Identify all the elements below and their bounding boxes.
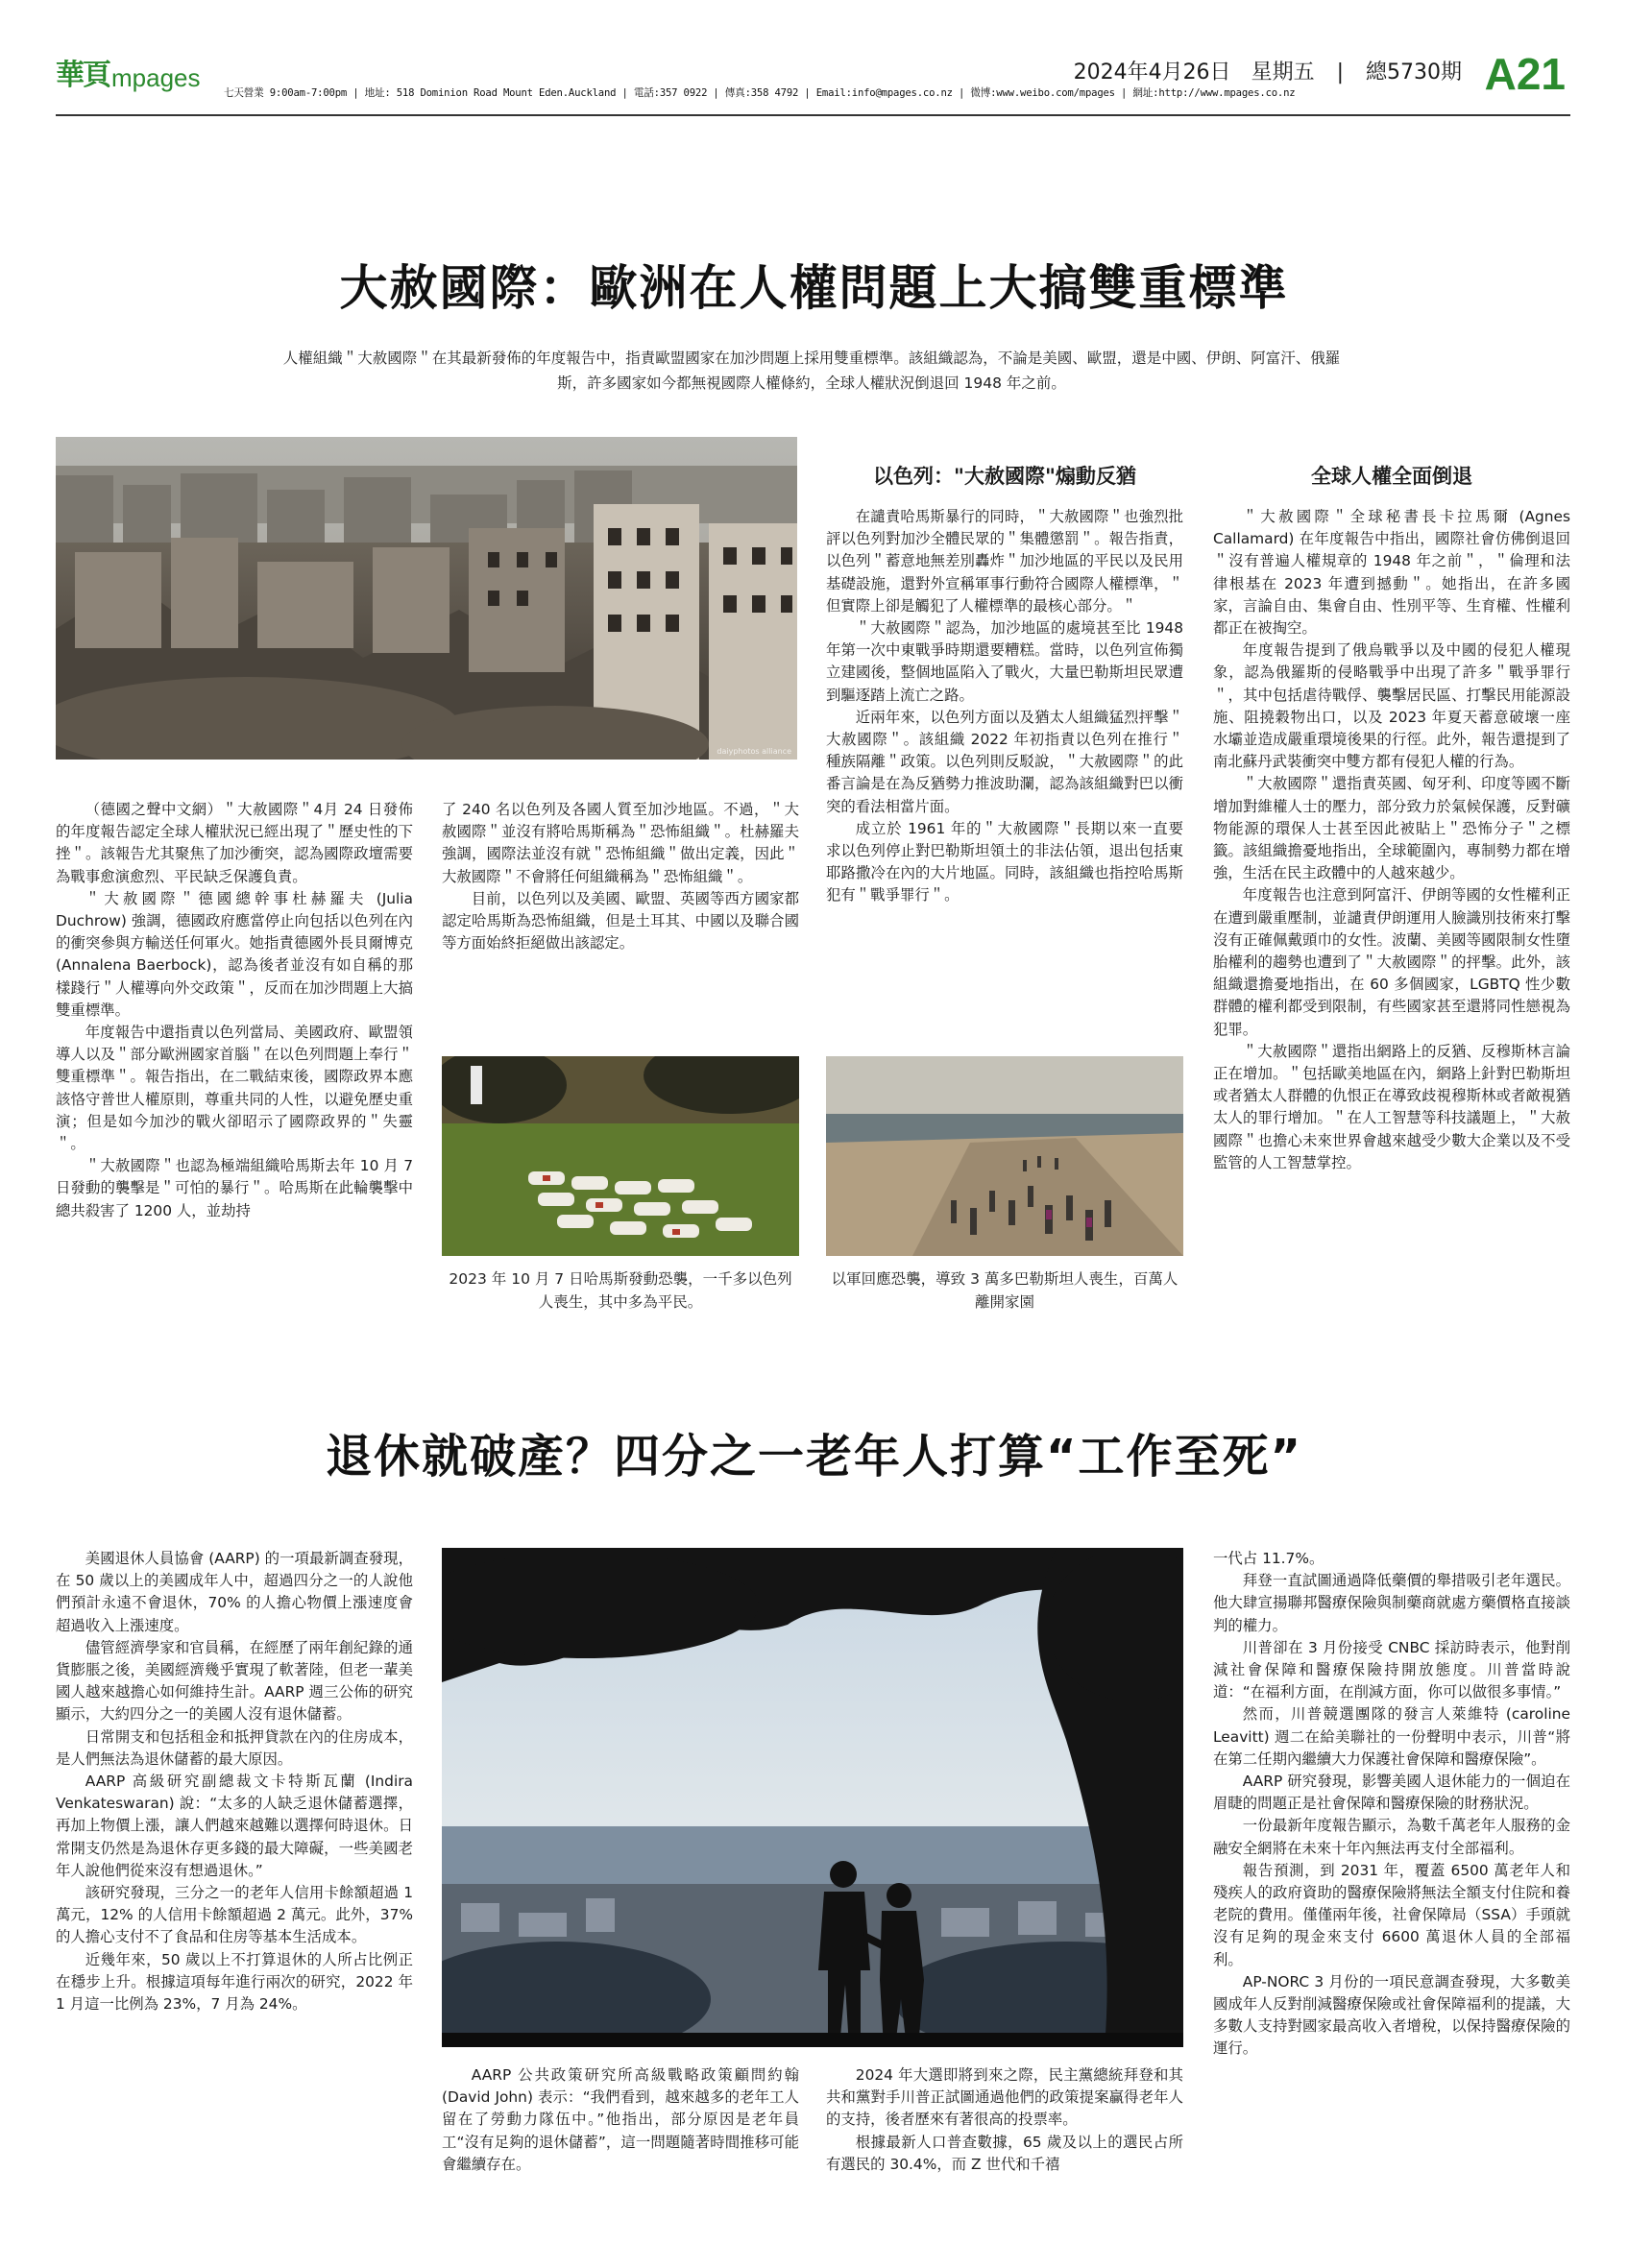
subhead-global: 全球人權全面倒退	[1311, 465, 1472, 488]
page-number: A21	[1484, 49, 1566, 99]
paragraph: 年度報告也注意到阿富汗、伊朗等國的女性權利正在遭到嚴重壓制，並譴責伊朗運用人臉識別技術來打擊沒有正確佩戴頭巾的女性。波蘭、美國等國限制女性墮胎權利的趨勢也遭到了＂大赦國際＂的抨擊。此外，該組織還擔憂地指出，在 60 多個國家，LGBTQ 性少數群體的權利都受到限制，有些國家甚至還將同性戀視為犯罪。	[1213, 886, 1570, 1038]
paragraph: ＂大赦國際＂德國總幹事杜赫羅夫 (Julia Duchrow) 強調，德國政府應當停止向包括以色列在內的衝突參與方輸送任何軍火。她指責德國外長貝爾博克 (Annalena Baerbock)，認為後者並沒有如自稱的那樣踐行＂人權導向外交政策＂，反而在加沙問題上大搞雙重標準。	[56, 889, 413, 1019]
paragraph: AP-NORC 3 月份的一項民意調查發現，大多數美國成年人反對削減醫療保險或社會保障福利的提議，大多數人支持對國家最高收入者增稅，以保持醫療保險的運行。	[1213, 1972, 1570, 2058]
paragraph: 年度報告中還指責以色列當局、美國政府、歐盟領導人以及＂部分歐洲國家首腦＂在以色列問題上奉行＂雙重標準＂。報告指出，在二戰結束後，國際政界本應該恪守普世人權原則，尊重共同的人性，以避免歷史重演；但是如今加沙的戰火卻昭示了國際政界的＂失靈＂。	[56, 1024, 413, 1153]
paragraph: 目前，以色列以及美國、歐盟、英國等西方國家都認定哈馬斯為恐怖組織，但是土耳其、中國以及聯合國等方面始終拒絕做出該認定。	[442, 889, 799, 953]
article2-column-3	[826, 2064, 1183, 2176]
article1-column-4	[1213, 506, 1570, 1174]
article2-column-4	[1213, 1548, 1570, 2061]
paragraph: 一代占 11.7%。	[1213, 1550, 1324, 1567]
paragraph: 報告預測，到 2031 年，覆蓋 6500 萬老年人和殘疾人的政府資助的醫療保險將無法全額支付住院和養老院的費用。僅僅兩年後，社會保障局（SSA）手頭就沒有足夠的現金來支付 6600 萬退休人員的全部福利。	[1213, 1861, 1570, 1968]
dateline-divider: |	[1336, 60, 1344, 84]
paragraph: AARP 高級研究副總裁文卡特斯瓦蘭 (Indira Venkateswaran) 說：“太多的人缺乏退休儲蓄選擇，再加上物價上漲，讓人們越來越難以選擇何時退休。日常開支仍然是為退休存更多錢的最大障礙，一些美國老年人說他們從來沒有想過退休。”	[56, 1773, 413, 1879]
paragraph: 該研究發現，三分之一的老年人信用卡餘額超過 1 萬元，12% 的人信用卡餘額超過 2 萬元。此外，37% 的人擔心支付不了食品和住房等基本生活成本。	[56, 1884, 413, 1946]
paragraph: 近幾年來，50 歲以上不打算退休的人所占比例正在穩步上升。根據這項每年進行兩次的研究，2022 年 1 月這一比例為 23%，7 月為 24%。	[56, 1950, 413, 2014]
issue-date: 2024年4月26日	[1073, 60, 1231, 84]
paragraph: 日常開支和包括租金和抵押貸款在內的住房成本，是人們無法為退休儲蓄的最大原因。	[56, 1727, 413, 1768]
article2-column-1	[56, 1548, 413, 2015]
paragraph: 近兩年來，以色列方面以及猶太人組織猛烈抨擊＂大赦國際＂。該組織 2022 年初指責以色列在推行＂種族隔離＂政策。以色列則反駁說，＂大赦國際＂的此番言論是在為反猶勢力推波助瀾，認為該組織對巴以衝突的看法相當片面。	[826, 708, 1183, 815]
article1-column-1	[56, 799, 413, 1222]
paragraph: 儘管經濟學家和官員稱，在經歷了兩年創紀錄的通貨膨脹之後，美國經濟幾乎實現了軟著陸，但老一輩美國人越來越擔心如何維持生計。AARP 週三公佈的研究顯示，大約四分之一的美國人沒有退休儲蓄。	[56, 1638, 413, 1724]
masthead-rule	[56, 114, 1570, 116]
article1-column-3	[826, 506, 1183, 907]
article2-column-2	[442, 2064, 799, 2176]
paragraph: 拜登一直試圖通過降低藥價的舉措吸引老年選民。他大肆宣揚聯邦醫療保險與制藥商就處方藥價格直接談判的權力。	[1213, 1572, 1570, 1634]
paragraph: 一份最新年度報告顯示，為數千萬老年人服務的金融安全網將在未來十年內無法再支付全部福利。	[1213, 1817, 1570, 1857]
paragraph: ＂大赦國際＂也認為極端組織哈馬斯去年 10 月 7 日發動的襲擊是＂可怕的暴行＂。哈馬斯在此輪襲擊中總共殺害了 1200 人，並劫持	[56, 1157, 413, 1219]
logo-chinese: 華頁	[56, 59, 109, 92]
photo-credit: daiyphotos alliance	[717, 747, 791, 756]
logo-english: mpages	[111, 63, 201, 92]
article2-title: 退休就破產？四分之一老年人打算“工作至死”	[325, 1430, 1303, 1484]
paragraph: 成立於 1961 年的＂大赦國際＂長期以來一直要求以色列停止對巴勒斯坦領土的非法佔領，退出包括東耶路撒冷在內的大片地區。同時，該組織也指控哈馬斯犯有＂戰爭罪行＂。	[826, 819, 1183, 905]
paragraph: 美國退休人員協會 (AARP) 的一項最新調查發現，在 50 歲以上的美國成年人中，超過四分之一的人說他們預計永遠不會退休，70% 的人擔心物價上漲速度會超過收入上漲速度。	[56, 1550, 413, 1634]
logo	[56, 60, 201, 92]
paragraph: ＂大赦國際＂認為，加沙地區的處境甚至比 1948 年第一次中東戰爭時期還要糟糕。當時，以色列宣佈獨立建國後，整個地區陷入了戰火，大量巴勒斯坦民眾遭到驅逐踏上流亡之路。	[826, 619, 1183, 704]
article1-title: 大赦國際：歐洲在人權問題上大搞雙重標準	[339, 260, 1289, 316]
caption-refugees: 以軍回應恐襲，導致 3 萬多巴勒斯坦人喪生，百萬人離開家園	[831, 1270, 1178, 1311]
refugees-road-photo	[826, 1056, 1183, 1256]
elderly-couple-photo	[442, 1548, 1183, 2047]
body-bags-photo	[442, 1056, 799, 1256]
paragraph: AARP 公共政策研究所高級戰略政策顧問約翰 (David John) 表示：“我們看到，越來越多的老年工人留在了勞動力隊伍中。”他指出，部分原因是老年員工“沒有足夠的退休儲蓄”，這一問題隨著時間推移可能會繼續存在。	[442, 2066, 799, 2173]
paragraph: ＂大赦國際＂還指出網路上的反猶、反穆斯林言論正在增加。＂包括歐美地區在內，網路上針對巴勒斯坦或者猶太人群體的仇恨正在導致歧視穆斯林或者敵視猶太人的罪行增加。＂在人工智慧等科技議題上，＂大赦國際＂也擔心未來世界會越來越受少數大企業以及不受監管的人工智慧掌控。	[1213, 1042, 1570, 1171]
paragraph: 然而，川普競選團隊的發言人萊維特 (caroline Leavitt) 週二在給美聯社的一份聲明中表示，川普“將在第二任期內繼續大力保護社會保障和醫療保險”。	[1213, 1705, 1570, 1768]
paragraph: ＂大赦國際＂全球秘書長卡拉馬爾 (Agnes Callamard) 在年度報告中指出，國際社會仿佛倒退回＂沒有普遍人權規章的 1948 年之前＂，＂倫理和法律根基在 2023 年遭到撼動＂。她指出，在許多國家，言論自由、集會自由、性別平等、生育權、性權利都正在被掏空。	[1213, 508, 1570, 638]
contact-info: 七天營業 9:00am-7:00pm | 地址: 518 Dominion Road Mount Eden.Auckland | 電話:357 0922 | 傳真:358 4792 | Email:info@mpages.co.nz | 微博:www.weibo.com/mpages | 網址:http://www.mpages.co.nz	[224, 87, 1296, 99]
paragraph: ＂大赦國際＂還指責英國、匈牙利、印度等國不斷增加對維權人士的壓力，部分致力於氣候保護，反對礦物能源的環保人士甚至因此被貼上＂恐怖分子＂之標籤。該組織擔憂地指出，全球範圍內，專制勢力都在增強，生活在民主政體中的人越來越少。	[1213, 775, 1570, 882]
issue-weekday: 星期五	[1251, 60, 1315, 84]
paragraph: 在譴責哈馬斯暴行的同時，＂大赦國際＂也強烈批評以色列對加沙全體民眾的＂集體懲罰＂。報告指責，以色列＂蓄意地無差別轟炸＂加沙地區的平民以及民用基礎設施，還對外宣稱軍事行動符合國際人權標準，＂但實際上卻是觸犯了人權標準的最核心部分。＂	[826, 508, 1183, 615]
paragraph: 年度報告提到了俄烏戰爭以及中國的侵犯人權現象，認為俄羅斯的侵略戰爭中出現了許多＂戰爭罪行＂，其中包括虐待戰俘、襲擊居民區、打擊民用能源設施、阻撓穀物出口，以及 2023 年夏天蓄意破壞一座水壩並造成嚴重環境後果的行徑。此外，報告還提到了南北蘇丹武裝衝突中雙方都有侵犯人權的行為。	[1213, 641, 1570, 771]
paragraph: 根據最新人口普查數據，65 歲及以上的選民占所有選民的 30.4%，而 Z 世代和千禧	[826, 2133, 1183, 2173]
paragraph: 2024 年大選即將到來之際，民主黨總統拜登和其共和黨對手川普正試圖通過他們的政策提案贏得老年人的支持，後者歷來有著很高的投票率。	[826, 2066, 1183, 2129]
paragraph: 川普卻在 3 月份接受 CNBC 採訪時表示，他對削減社會保障和醫療保險持開放態度。川普當時說道：“在福利方面，在削減方面，你可以做很多事情。”	[1213, 1638, 1570, 1701]
masthead	[56, 49, 1566, 115]
paragraph: 了 240 名以色列及各國人質至加沙地區。不過，＂大赦國際＂並沒有將哈馬斯稱為＂恐怖組織＂。杜赫羅夫強調，國際法並沒有就＂恐怖組織＂做出定義，因此＂大赦國際＂不會將任何組織稱為＂恐怖組織＂。	[442, 801, 799, 885]
dateline	[1074, 56, 1462, 85]
issue-number: 總5730期	[1366, 60, 1462, 84]
caption-body-bags: 2023 年 10 月 7 日哈馬斯發動恐襲，一千多以色列人喪生，其中多為平民。	[449, 1270, 792, 1311]
gaza-ruins-photo	[56, 437, 797, 760]
article1-lead: 人權組織＂大赦國際＂在其最新發佈的年度報告中，指責歐盟國家在加沙問題上採用雙重標準。該組織認為，不論是美國、歐盟，還是中國、伊朗、阿富汗、俄羅斯，許多國家如今都無視國際人權條約，全球人權狀況倒退回 1948 年之前。	[282, 350, 1341, 392]
article1-column-2	[442, 799, 799, 954]
paragraph: AARP 研究發現，影響美國人退休能力的一個迫在眉睫的問題正是社會保障和醫療保險的財務狀況。	[1213, 1773, 1570, 1813]
paragraph: （德國之聲中文網）＂大赦國際＂4月 24 日發佈的年度報告認定全球人權狀況已經出現了＂歷史性的下挫＂。該報告尤其聚焦了加沙衝突，認為國際政壇需要為戰事愈演愈烈、平民缺乏保護負責。	[56, 801, 413, 885]
subhead-israel: 以色列："大赦國際"煽動反猶	[873, 465, 1136, 488]
